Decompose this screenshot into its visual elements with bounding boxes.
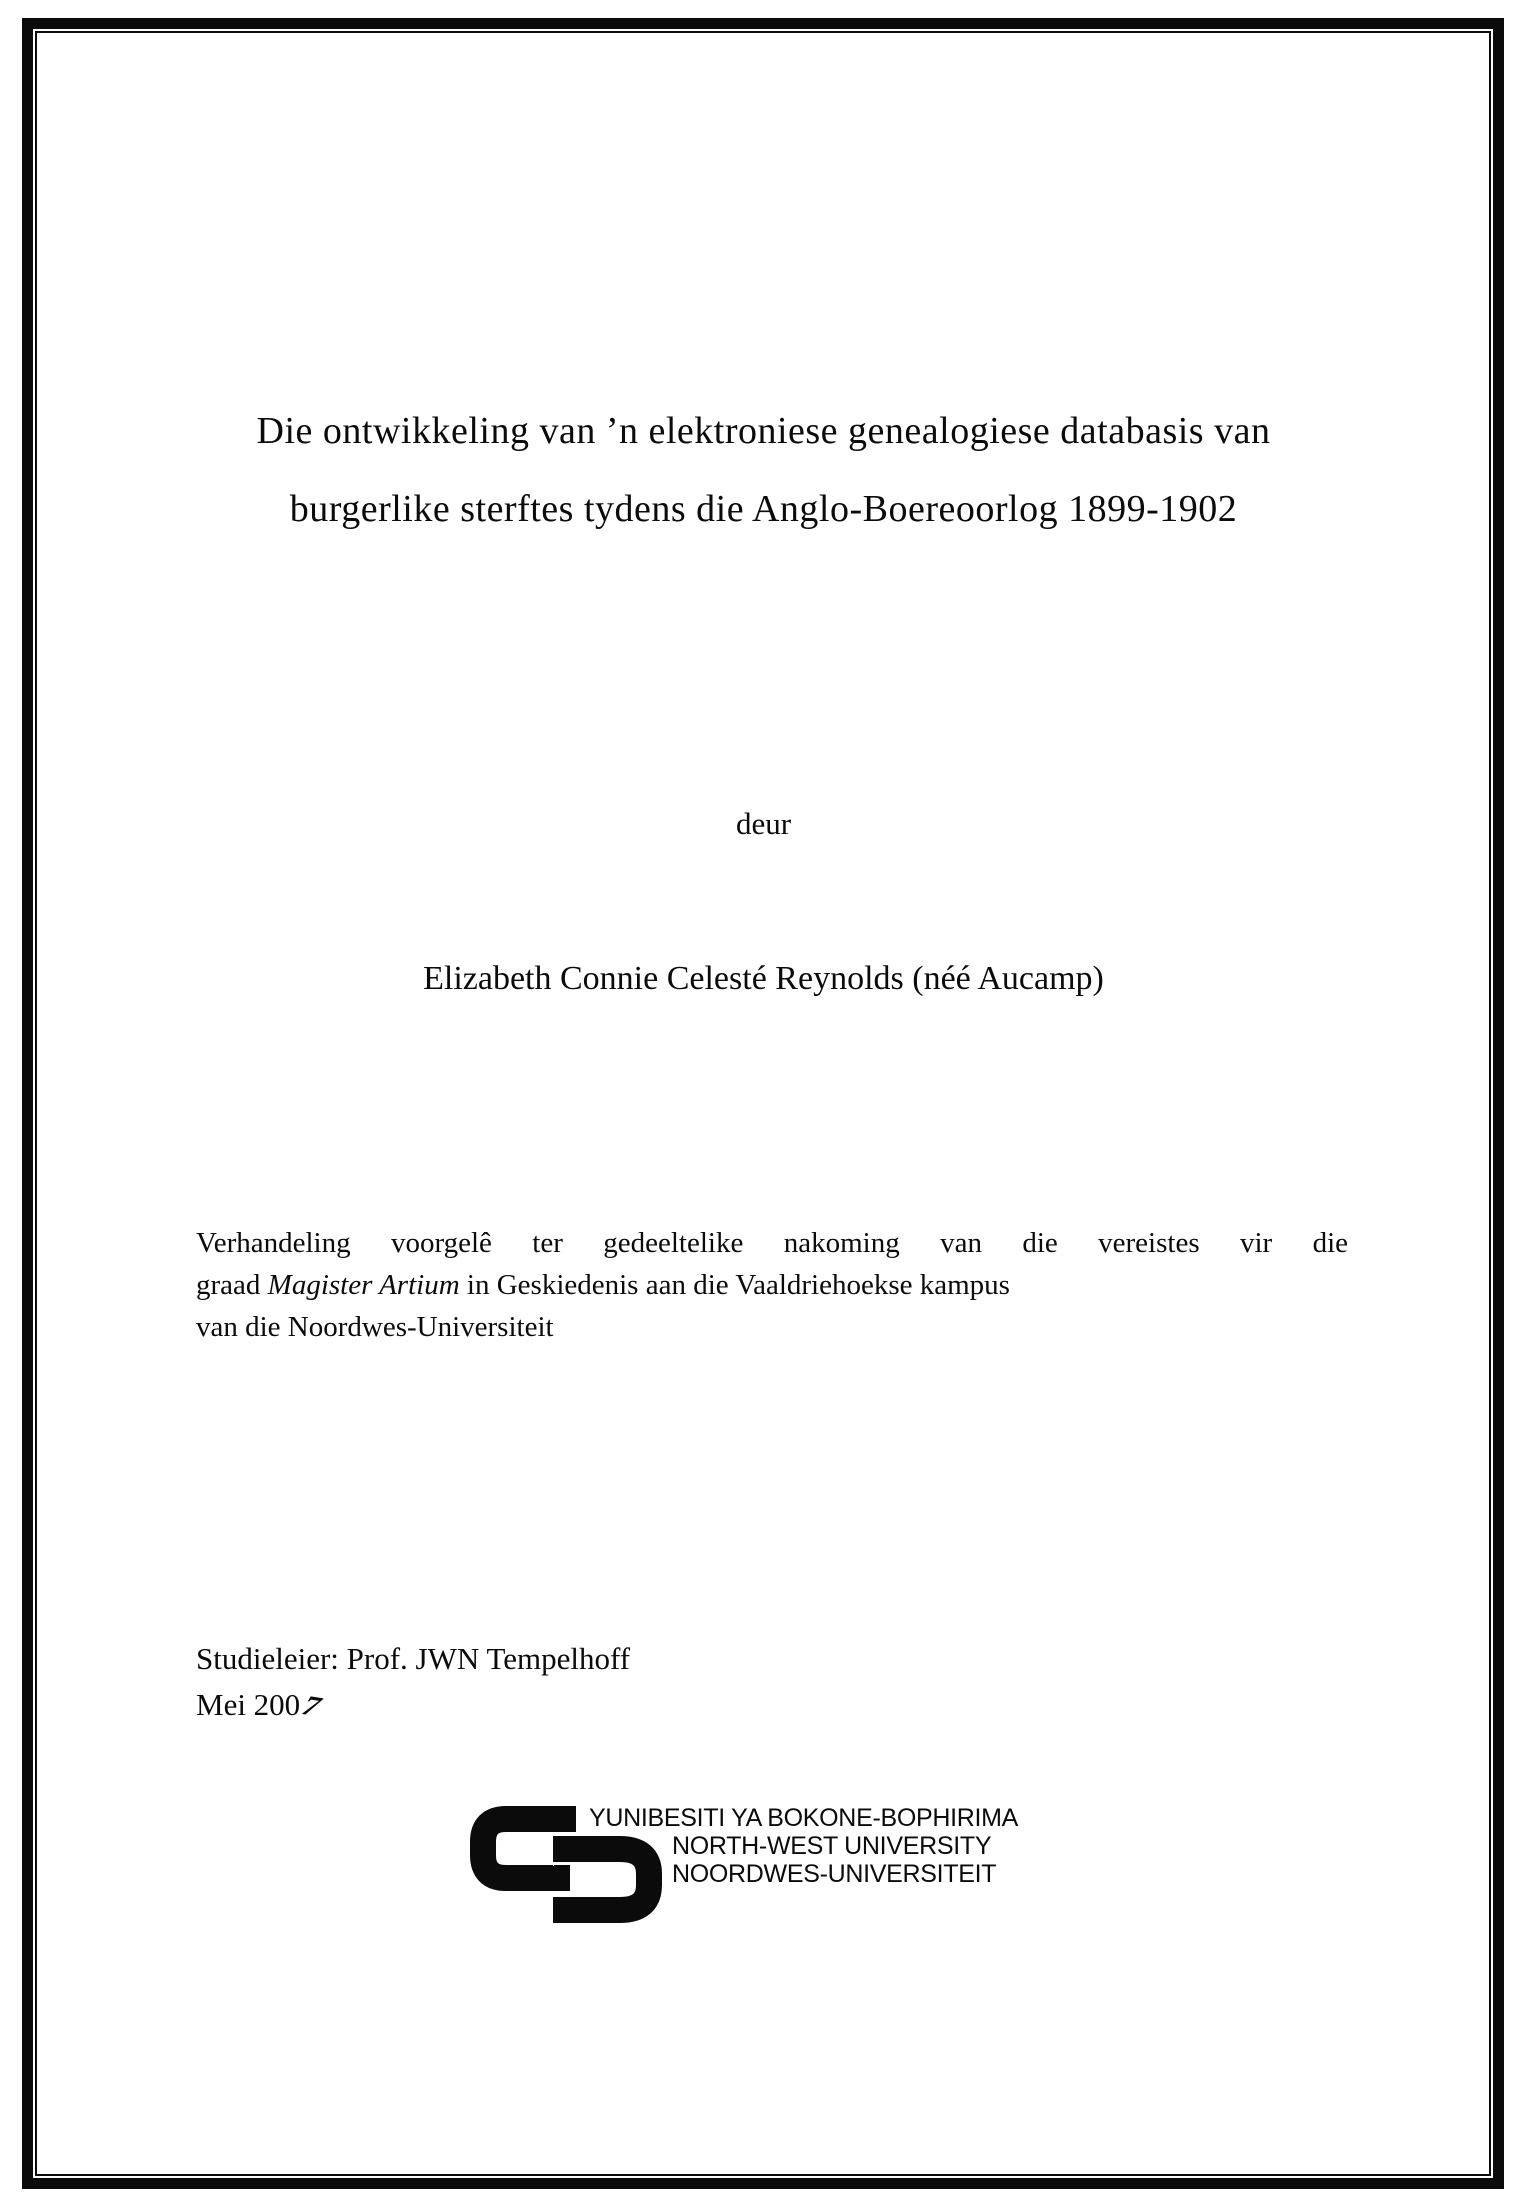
author-name: Elizabeth Connie Celesté Reynolds (néé Aucamp) bbox=[423, 960, 1104, 997]
byline-label: deur bbox=[735, 806, 792, 841]
degree-statement-line2 bbox=[196, 1264, 1348, 1306]
degree-statement-line2-post: in Geskiedenis aan die Vaaldriehoekse kampus bbox=[459, 1269, 1010, 1301]
thesis-title bbox=[0, 392, 1527, 548]
university-logo bbox=[470, 1804, 1090, 1934]
date-prefix: Mei 200 bbox=[196, 1687, 301, 1722]
supervisor-line: Studieleier: Prof. JWN Tempelhoff bbox=[196, 1641, 631, 1676]
thesis-title-line2: burgerlike sterftes tydens die Anglo-Boereoorlog 1899-1902 bbox=[289, 488, 1238, 530]
degree-statement bbox=[196, 1222, 1348, 1348]
date-line bbox=[196, 1687, 329, 1723]
handwritten-seven: 7 bbox=[295, 1689, 329, 1722]
degree-statement-line3: van die Noordwes-Universiteit bbox=[196, 1311, 554, 1343]
logo-name-afrikaans: NOORDWES-UNIVERSITEIT bbox=[672, 1860, 997, 1888]
degree-statement-line2-pre: graad bbox=[196, 1269, 268, 1301]
logo-name-setswana: YUNIBESITI YA BOKONE-BOPHIRIMA bbox=[589, 1804, 1019, 1832]
degree-name-italic: Magister Artium bbox=[267, 1269, 460, 1301]
logo-name-english: NORTH-WEST UNIVERSITY bbox=[672, 1832, 992, 1860]
thesis-title-line1: Die ontwikkeling van ’n elektroniese genealogiese databasis van bbox=[256, 410, 1271, 452]
degree-statement-line1: Verhandeling voorgelê ter gedeeltelike nakoming van die vereistes vir die bbox=[196, 1227, 1348, 1259]
